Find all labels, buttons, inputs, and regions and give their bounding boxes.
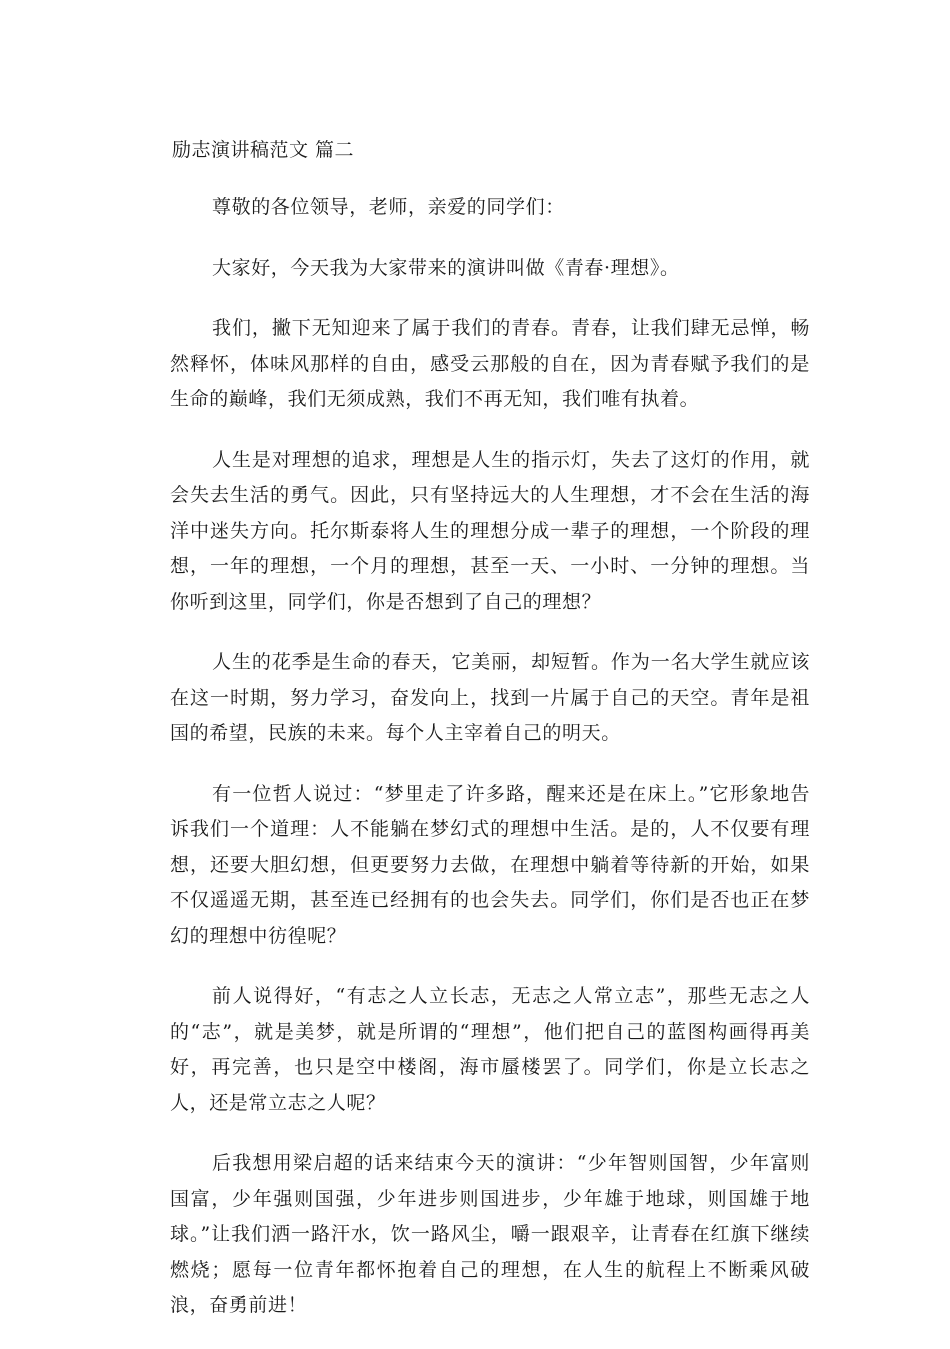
body-paragraph: 人生是对理想的追求，理想是人生的指示灯，失去了这灯的作用，就会失去生活的勇气。因此，只有坚持远大的人生理想，才不会在生活的海洋中迷失方向。托尔斯泰将人生的理想分成一辈子的理想，一个阶段的理想，一年的理想，一个月的理想，甚至一天、一小时、一分钟的理想。当你听到这里，同学们，你是否想到了自己的理想？ (170, 448, 810, 613)
closing-paragraph: 后我想用梁启超的话来结束今天的演讲：“少年智则国智，少年富则国富，少年强则国强，少年进步则国进步，少年雄于地球，则国雄于地球。”让我们洒一路汗水，饮一路风尘，嚼一跟艰辛，让青春在红旗下继续燃烧；愿每一位青年都怀抱着自己的理想，在人生的航程上不断乘风破浪，奋勇前进！ (170, 1152, 810, 1316)
salutation-paragraph: 尊敬的各位领导，老师，亲爱的同学们： (212, 196, 565, 218)
body-paragraph: 前人说得好，“有志之人立长志，无志之人常立志”，那些无志之人的“志”，就是美梦，就是所谓的“理想”，他们把自己的蓝图构画得再美好，再完善，也只是空中楼阁，海市蜃楼罢了。同学们，你是立长志之人，还是常立志之人呢？ (170, 985, 810, 1114)
document-title: 励志演讲稿范文 篇二 (172, 139, 355, 161)
body-paragraph: 有一位哲人说过：“梦里走了许多路，醒来还是在床上。”它形象地告诉我们一个道理：人不能躺在梦幻式的理想中生活。是的，人不仅要有理想，还要大胆幻想，但更要努力去做，在理想中躺着等待新的开始，如果不仅遥遥无期，甚至连已经拥有的也会失去。同学们，你们是否也正在梦幻的理想中彷徨呢？ (170, 782, 810, 947)
body-paragraph: 人生的花季是生命的春天，它美丽，却短暂。作为一名大学生就应该在这一时期，努力学习，奋发向上，找到一片属于自己的天空。青年是祖国的希望，民族的未来。每个人主宰着自己的明天。 (170, 651, 810, 744)
document-body (170, 190, 810, 1349)
opening-paragraph: 大家好，今天我为大家带来的演讲叫做《青春·理想》。 (212, 256, 680, 279)
body-paragraph: 我们，撇下无知迎来了属于我们的青春。青春，让我们肆无忌惮，畅然释怀，体味风那样的自由，感受云那般的自在，因为青春赋予我们的是生命的巅峰，我们无须成熟，我们不再无知，我们唯有执着。 (170, 317, 810, 410)
